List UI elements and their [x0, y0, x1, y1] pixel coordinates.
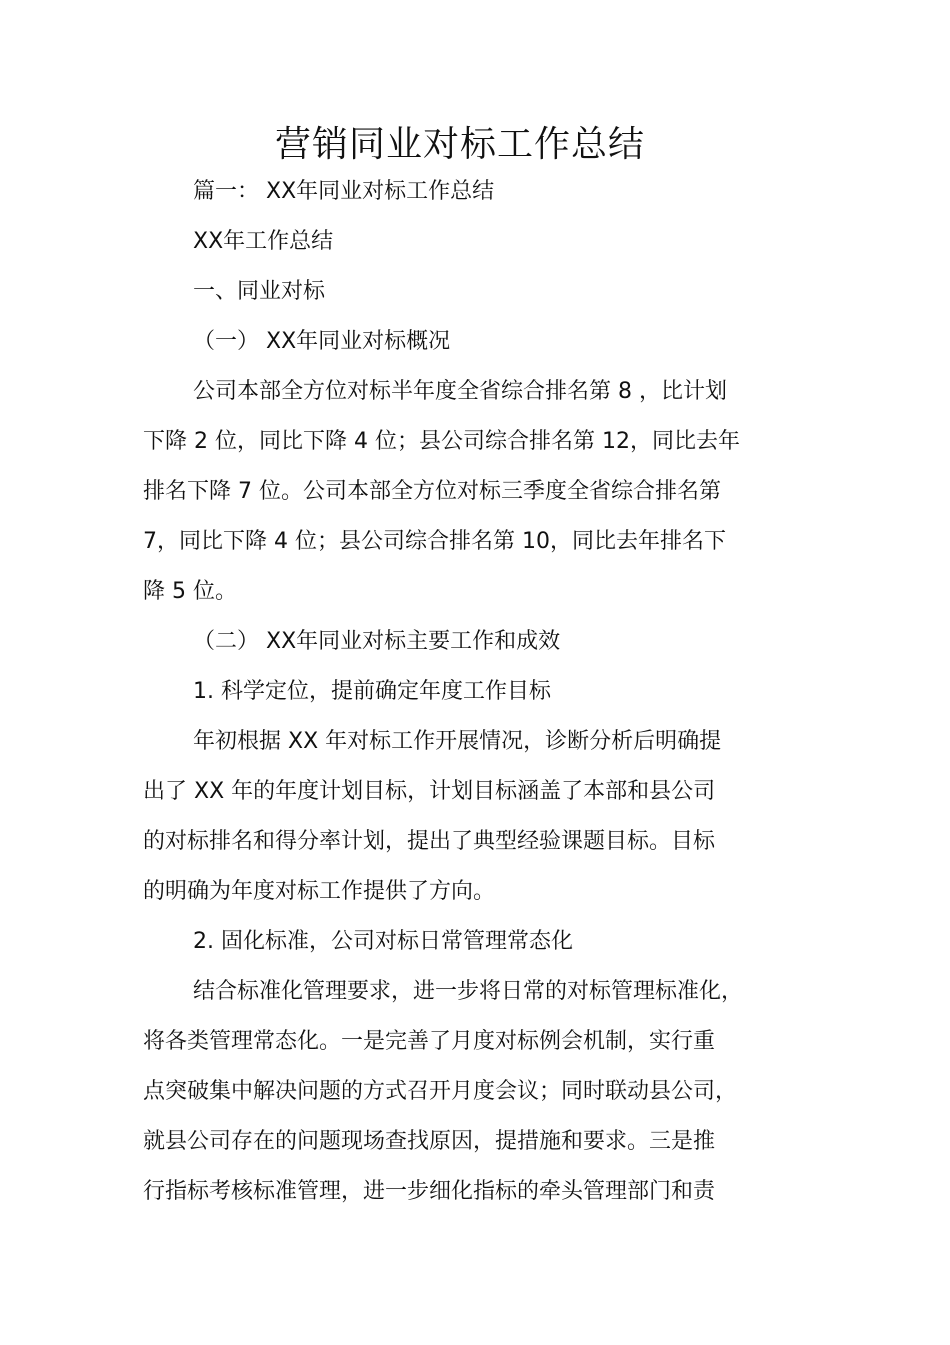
paragraph-line: 公司本部全方位对标半年度全省综合排名第 8 ，比计划 [193, 379, 727, 404]
item-heading: 1. 科学定位，提前确定年度工作目标 [193, 679, 551, 704]
paragraph-line: 出了 XX 年的年度计划目标，计划目标涵盖了本部和县公司 [143, 779, 716, 804]
section-heading: 一、同业对标 [193, 279, 326, 304]
paragraph-line: 下降 2 位，同比下降 4 位；县公司综合排名第 12，同比去年 [143, 429, 740, 454]
paragraph-line: 结合标准化管理要求，进一步将日常的对标管理标准化， [193, 979, 744, 1004]
item-heading: 2. 固化标准，公司对标日常管理常态化 [193, 929, 573, 954]
paragraph-line: 就县公司存在的问题现场查找原因，提措施和要求。三是推 [143, 1129, 716, 1154]
subsection-heading: （一） XX年同业对标概况 [193, 329, 451, 354]
paragraph-line: 排名下降 7 位。公司本部全方位对标三季度全省综合排名第 [143, 479, 721, 504]
paragraph-line: 的对标排名和得分率计划，提出了典型经验课题目标。目标 [143, 829, 716, 854]
paragraph-line: 点突破集中解决问题的方式召开月度会议；同时联动县公司， [143, 1079, 738, 1104]
paragraph-line: 7，同比下降 4 位；县公司综合排名第 10，同比去年排名下 [143, 529, 726, 554]
subtitle-line: 篇一： XX年同业对标工作总结 [193, 179, 495, 204]
paragraph-line: 将各类管理常态化。一是完善了月度对标例会机制，实行重 [143, 1029, 716, 1054]
subsection-heading: （二） XX年同业对标主要工作和成效 [193, 629, 561, 654]
paragraph-line: 降 5 位。 [143, 579, 237, 604]
paragraph-line: 的明确为年度对标工作提供了方向。 [143, 879, 496, 904]
section-heading: XX年工作总结 [193, 229, 334, 254]
paragraph-line: 行指标考核标准管理，进一步细化指标的牵头管理部门和责 [143, 1179, 716, 1204]
document-title: 营销同业对标工作总结 [274, 124, 645, 165]
paragraph-line: 年初根据 XX 年对标工作开展情况，诊断分析后明确提 [193, 729, 722, 754]
